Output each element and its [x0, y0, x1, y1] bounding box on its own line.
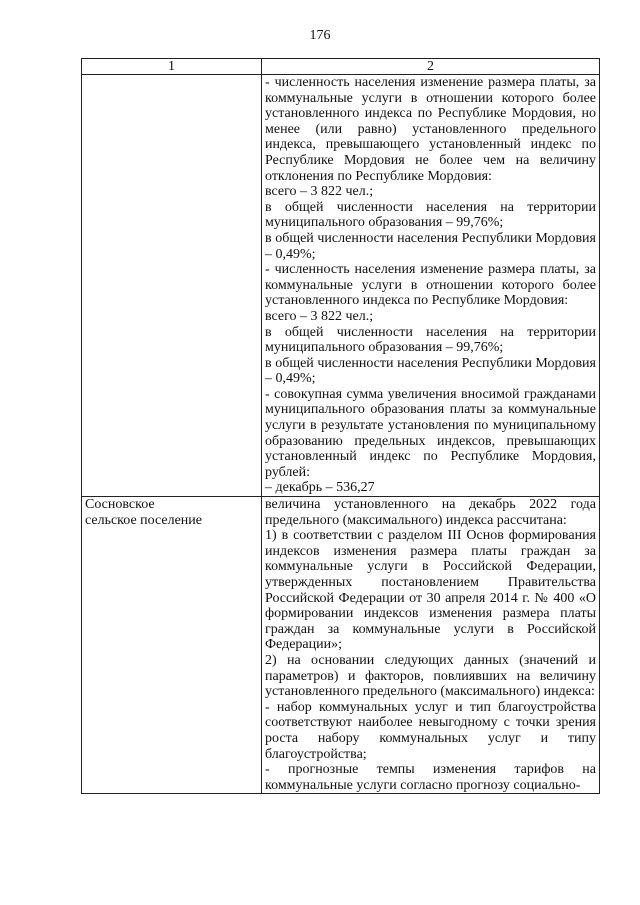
- column-header-2: 2: [262, 59, 600, 75]
- municipality-cell: [82, 75, 262, 497]
- paragraph: - совокупная сумма увеличения вносимой гражданами муниципального образования платы за коммунальные услуги в результате установления по муниципальному образованию предельных индексов, превышающих установленный индекс по Республике Мордовия, рублей:: [265, 386, 596, 480]
- paragraph: величина установленного на декабрь 2022 года предельного (максимального) индекса рассчитана:: [265, 497, 596, 528]
- paragraph: всего – 3 822 чел.;: [265, 308, 374, 324]
- paragraph: в общей численности населения на территории муниципального образования – 99,76%;: [265, 324, 596, 356]
- column-header-1: 1: [82, 59, 262, 75]
- document-table: [81, 58, 600, 794]
- table-row: [82, 75, 600, 497]
- paragraph: – декабрь – 536,27: [265, 480, 375, 496]
- paragraph: всего – 3 822 чел.;: [265, 184, 374, 200]
- municipality-type: сельское поселение: [85, 512, 202, 528]
- paragraph: 1) в соответствии с разделом III Основ формирования индексов изменения размера платы граждан за коммунальные услуги в Российской Федерации, утвержденных постановлением Правительства Российской Федерации от 30 апреля 2014 г. № 400 «О формировании индексов изменения размера платы граждан за коммунальные услуги в Российской Федерации»;: [265, 528, 596, 653]
- paragraph: 2) на основании следующих данных (значений и параметров) и факторов, повлиявших на величину установленного предельного (максимального) индекса:: [265, 652, 596, 700]
- description-cell: [262, 75, 600, 497]
- table-row: [82, 497, 600, 794]
- paragraph: - численность населения изменение размера платы, за коммунальные услуги в отношении которого более установленного индекса по Республике Мордовия:: [265, 262, 596, 309]
- paragraph: - набор коммунальных услуг и тип благоустройства соответствуют наиболее невыгодному с точки зрения роста набору коммунальных услуг и типу благоустройства;: [265, 699, 596, 762]
- paragraph: - прогнозные темпы изменения тарифов на коммунальные услуги согласно прогнозу социально-: [265, 762, 596, 793]
- description-cell: [262, 497, 600, 794]
- municipality-name: Сосновское: [85, 497, 155, 513]
- table-header-row: [82, 59, 600, 75]
- paragraph: в общей численности населения на территории муниципального образования – 99,76%;: [265, 199, 596, 231]
- paragraph: в общей численности населения Республики Мордовия – 0,49%;: [265, 355, 596, 387]
- page-number: 176: [309, 28, 331, 43]
- paragraph: в общей численности населения Республики Мордовия – 0,49%;: [265, 230, 596, 262]
- municipality-cell: [82, 497, 262, 794]
- paragraph: - численность населения изменение размера платы, за коммунальные услуги в отношении которого более установленного индекса по Республике Мордовия, но менее (или равно) установленного предельного индекса, превышающего установленный индекс по Республике Мордовия не более чем на величину отклонения по Республике Мордовия:: [265, 75, 596, 184]
